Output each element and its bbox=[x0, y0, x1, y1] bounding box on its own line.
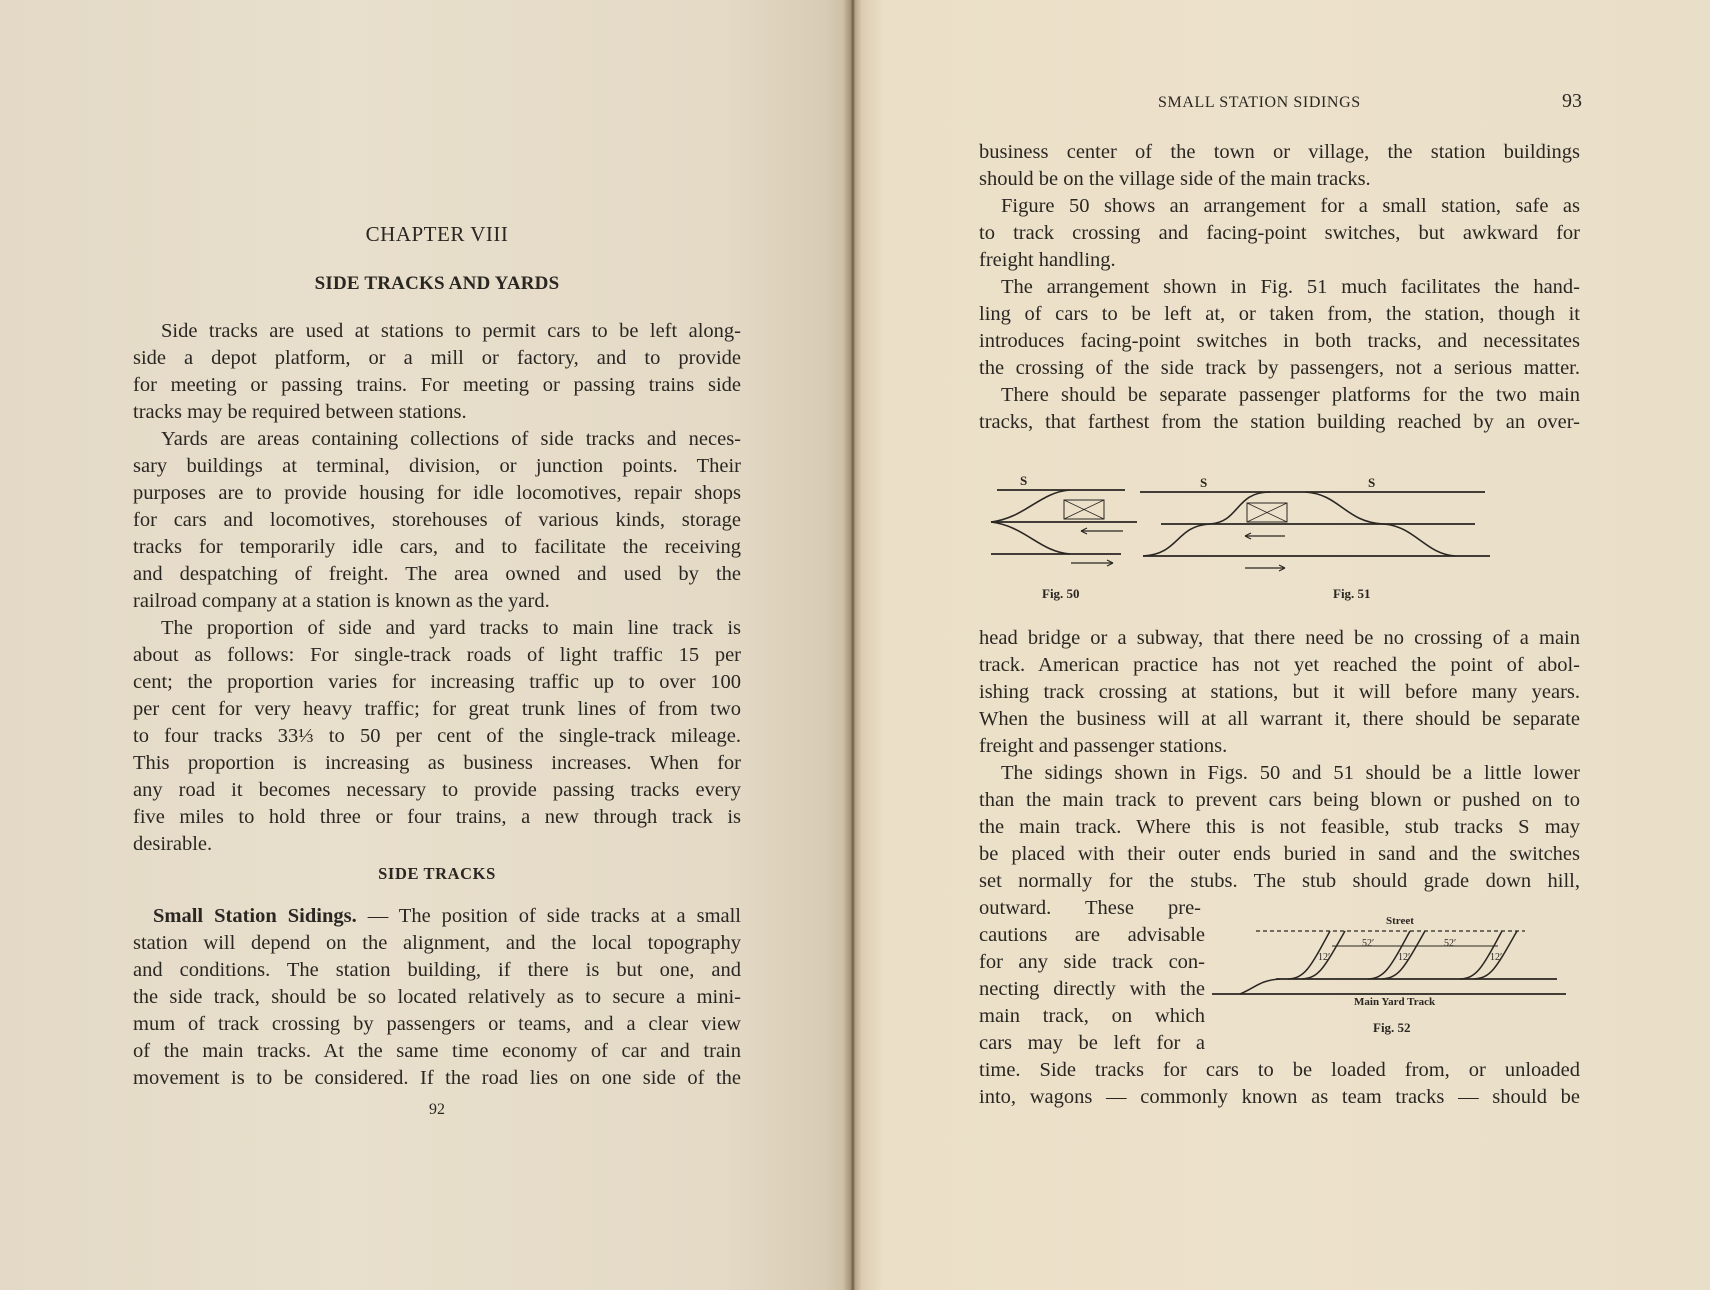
paragraph-line: track. American practice has not yet reached the point of abol- bbox=[979, 654, 1580, 676]
paragraph-line: cautions are advisable bbox=[979, 924, 1205, 946]
paragraph-line: into, wagons — commonly known as team tracks — should be bbox=[979, 1086, 1580, 1108]
paragraph-line: the main track. Where this is not feasible, stub tracks S may bbox=[979, 816, 1580, 838]
paragraph-line: ling of cars to be left at, or taken from, the station, though it bbox=[979, 303, 1580, 325]
paragraph-line: should be on the village side of the main tracks. bbox=[979, 168, 1371, 190]
paragraph-line: the side track, should be so located relatively as to secure a mini- bbox=[133, 986, 741, 1008]
paragraph-line: The proportion of side and yard tracks to main line track is bbox=[161, 617, 741, 639]
paragraph-line: Figure 50 shows an arrangement for a small station, safe as bbox=[1001, 195, 1580, 217]
paragraph-line: be placed with their outer ends buried in sand and the switches bbox=[979, 843, 1580, 865]
paragraph-line: and despatching of freight. The area owned and used by the bbox=[133, 563, 741, 585]
paragraph-line: outward. These pre- bbox=[979, 897, 1201, 919]
paragraph-line: introduces facing-point switches in both tracks, and necessitates bbox=[979, 330, 1580, 352]
paragraph-line: The arrangement shown in Fig. 51 much facilitates the hand- bbox=[1001, 276, 1580, 298]
paragraph-line: freight and passenger stations. bbox=[979, 735, 1228, 757]
paragraph-line: movement is to be considered. If the road lies on one side of the bbox=[133, 1067, 741, 1089]
paragraph-line: cars may be left for a bbox=[979, 1032, 1205, 1054]
figure-50-caption: Fig. 50 bbox=[1042, 586, 1080, 601]
street-label: Street bbox=[1386, 915, 1414, 927]
figure-51-caption: Fig. 51 bbox=[1333, 586, 1371, 601]
paragraph-line: This proportion is increasing as business increases. When for bbox=[133, 752, 741, 774]
paragraph-line: time. Side tracks for cars to be loaded from, or unloaded bbox=[979, 1059, 1580, 1081]
running-head: SMALL STATION SIDINGS bbox=[1158, 94, 1361, 111]
paragraph-line: of the main tracks. At the same time economy of car and train bbox=[133, 1040, 741, 1062]
paragraph-line: When the business will at all warrant it, there should be separate bbox=[979, 708, 1580, 730]
page-number: 93 bbox=[1562, 90, 1582, 112]
book-gutter bbox=[844, 0, 862, 1290]
dimension-label: 12′ bbox=[1318, 952, 1331, 963]
dimension-label: 52′ bbox=[1444, 938, 1457, 949]
stub-label: S bbox=[1368, 475, 1376, 490]
figure-52-caption: Fig. 52 bbox=[1373, 1020, 1411, 1035]
chapter-title: SIDE TRACKS AND YARDS bbox=[314, 273, 560, 294]
dimension-label: 12′ bbox=[1490, 952, 1503, 963]
dimension-label: 12′ bbox=[1398, 952, 1411, 963]
paragraph-line: per cent for very heavy traffic; for great trunk lines of from two bbox=[133, 698, 741, 720]
paragraph-line: Yards are areas containing collections of side tracks and neces- bbox=[161, 428, 741, 450]
paragraph-line: side a depot platform, or a mill or factory, and to provide bbox=[133, 347, 741, 369]
paragraph-line: tracks, that farthest from the station building reached by an over- bbox=[979, 411, 1580, 433]
main-yard-track-label: Main Yard Track bbox=[1354, 996, 1436, 1008]
paragraph-line: ishing track crossing at stations, but it will before many years. bbox=[979, 681, 1580, 703]
paragraph-line: desirable. bbox=[133, 833, 213, 855]
paragraph-line: head bridge or a subway, that there need be no crossing of a main bbox=[979, 627, 1580, 649]
paragraph-line: any road it becomes necessary to provide passing tracks every bbox=[133, 779, 741, 801]
run-in-heading: Small Station Sidings. bbox=[153, 905, 357, 927]
figure-50-diagram bbox=[991, 490, 1137, 566]
paragraph-line: freight handling. bbox=[979, 249, 1116, 271]
paragraph-line: five miles to hold three or four trains, a new through track is bbox=[133, 806, 741, 828]
paragraph-line: necting directly with the bbox=[979, 978, 1205, 1000]
paragraph-line: to four tracks 33⅓ to 50 per cent of the single-track mileage. bbox=[133, 725, 741, 747]
stub-label: S bbox=[1200, 475, 1208, 490]
paragraph-line: Side tracks are used at stations to permit cars to be left along- bbox=[161, 320, 741, 342]
paragraph-line: tracks for temporarily idle cars, and to facilitate the receiving bbox=[133, 536, 741, 558]
page-number: 92 bbox=[429, 1101, 445, 1118]
paragraph-line: the crossing of the side track by passengers, not a serious matter. bbox=[979, 357, 1580, 379]
paragraph-line: railroad company at a station is known as the yard. bbox=[133, 590, 550, 612]
chapter-number: CHAPTER VIII bbox=[365, 222, 509, 246]
paragraph-line: The sidings shown in Figs. 50 and 51 should be a little lower bbox=[1001, 762, 1580, 784]
paragraph-line: for cars and locomotives, storehouses of various kinds, storage bbox=[133, 509, 741, 531]
paragraph-line: main track, on which bbox=[979, 1005, 1205, 1027]
paragraph-line: for meeting or passing trains. For meeting or passing trains side bbox=[133, 374, 741, 396]
paragraph-line: business center of the town or village, the station buildings bbox=[979, 141, 1580, 163]
paragraph-line: sary buildings at terminal, division, or junction points. Their bbox=[133, 455, 741, 477]
paragraph-line: for any side track con- bbox=[979, 951, 1205, 973]
figure-51-diagram bbox=[1140, 492, 1490, 571]
paragraph-line: Small Station Sidings. — The position of side tracks at a small bbox=[153, 905, 742, 927]
paragraph-line: tracks may be required between stations. bbox=[133, 401, 467, 423]
stub-label: S bbox=[1020, 473, 1028, 488]
section-heading: SIDE TRACKS bbox=[378, 864, 496, 883]
dimension-label: 52′ bbox=[1362, 938, 1375, 949]
paragraph-line: cent; the proportion varies for increasing traffic up to over 100 bbox=[133, 671, 741, 693]
paragraph-line: There should be separate passenger platforms for the two main bbox=[1001, 384, 1580, 406]
paragraph-line: station will depend on the alignment, and the local topography bbox=[133, 932, 741, 954]
paragraph-line: and conditions. The station building, if there is but one, and bbox=[133, 959, 741, 981]
paragraph-line: than the main track to prevent cars being blown or pushed on to bbox=[979, 789, 1580, 811]
paragraph-line: purposes are to provide housing for idle locomotives, repair shops bbox=[133, 482, 741, 504]
paragraph-line: to track crossing and facing-point switches, but awkward for bbox=[979, 222, 1580, 244]
paragraph-line: set normally for the stubs. The stub should grade down hill, bbox=[979, 870, 1580, 892]
paragraph-line: mum of track crossing by passengers or teams, and a clear view bbox=[133, 1013, 741, 1035]
paragraph-line: about as follows: For single-track roads of light traffic 15 per bbox=[133, 644, 741, 666]
